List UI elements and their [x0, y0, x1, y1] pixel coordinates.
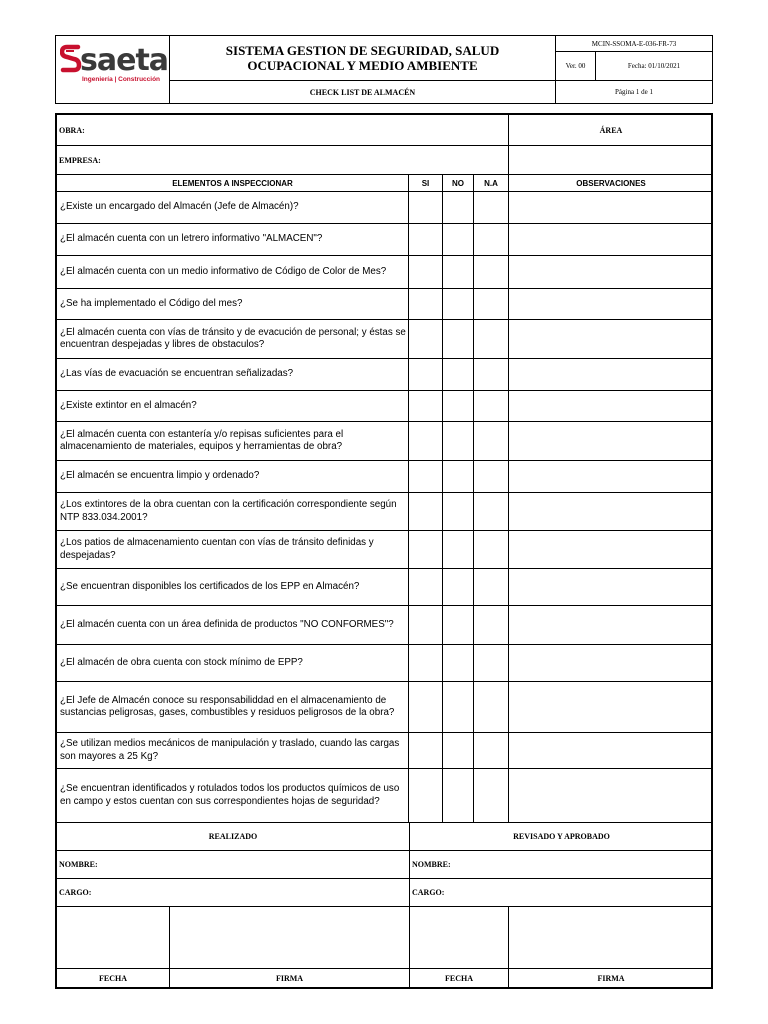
no-checkbox[interactable] [443, 461, 474, 493]
item-question: ¿Las vías de evacuación se encuentran señalizadas? [57, 359, 409, 391]
na-checkbox[interactable] [474, 645, 509, 682]
observaciones-field[interactable] [509, 391, 713, 422]
si-checkbox[interactable] [409, 769, 443, 823]
si-checkbox[interactable] [409, 224, 443, 256]
si-checkbox[interactable] [409, 461, 443, 493]
no-checkbox[interactable] [443, 289, 474, 320]
realizado-cargo-label: CARGO: [59, 888, 92, 897]
realizado-fecha-label: FECHA [57, 969, 170, 987]
item-question: ¿Los extintores de la obra cuentan con la certificación correspondiente según NTP 833.034.2001? [57, 493, 409, 531]
area-field[interactable] [509, 115, 713, 146]
item-question: ¿El almacén cuenta con un área definida de productos "NO CONFORMES"? [57, 606, 409, 645]
obra-field[interactable] [57, 115, 509, 146]
logo-cell [56, 36, 170, 103]
no-checkbox[interactable] [443, 645, 474, 682]
document-code: MCIN-SSOMA-E-036-FR-73 [556, 36, 712, 52]
observaciones-field[interactable] [509, 493, 713, 531]
revisado-nombre-field[interactable] [410, 851, 713, 879]
column-header-observaciones: OBSERVACIONES [509, 175, 713, 192]
na-checkbox[interactable] [474, 320, 509, 359]
item-question: ¿El almacén cuenta con un letrero informativo "ALMACEN"? [57, 224, 409, 256]
no-checkbox[interactable] [443, 359, 474, 391]
na-checkbox[interactable] [474, 606, 509, 645]
no-checkbox[interactable] [443, 769, 474, 823]
si-checkbox[interactable] [409, 569, 443, 606]
observaciones-field[interactable] [509, 461, 713, 493]
column-header-na: N.A [474, 175, 509, 192]
observaciones-field[interactable] [509, 569, 713, 606]
si-checkbox[interactable] [409, 531, 443, 569]
realizado-nombre-field[interactable] [57, 851, 410, 879]
revisado-cargo-label: CARGO: [412, 888, 445, 897]
si-checkbox[interactable] [409, 606, 443, 645]
page-number: Página 1 de 1 [615, 88, 653, 96]
item-question: ¿Existe un encargado del Almacén (Jefe de Almacén)? [57, 192, 409, 224]
realizado-nombre-label: NOMBRE: [59, 860, 98, 869]
observaciones-field[interactable] [509, 422, 713, 461]
realizado-fecha-box[interactable] [57, 907, 170, 969]
na-checkbox[interactable] [474, 569, 509, 606]
si-checkbox[interactable] [409, 493, 443, 531]
checklist-title: CHECK LIST DE ALMACÉN [170, 81, 556, 103]
observaciones-field[interactable] [509, 733, 713, 769]
item-question: ¿El almacén cuenta con un medio informativo de Código de Color de Mes? [57, 256, 409, 289]
item-question: ¿Se ha implementado el Código del mes? [57, 289, 409, 320]
no-checkbox[interactable] [443, 391, 474, 422]
na-checkbox[interactable] [474, 461, 509, 493]
no-checkbox[interactable] [443, 192, 474, 224]
revisado-firma-label: FIRMA [597, 973, 625, 983]
no-checkbox[interactable] [443, 531, 474, 569]
revisado-cargo-field[interactable] [410, 879, 713, 907]
no-checkbox[interactable] [443, 422, 474, 461]
item-question: ¿El almacén cuenta con estantería y/o repisas suficientes para el almacenamiento de materiales, equipos y herramientas de obra? [57, 422, 409, 461]
item-question: ¿Existe extintor en el almacén? [57, 391, 409, 422]
na-checkbox[interactable] [474, 493, 509, 531]
item-question: ¿El Jefe de Almacén conoce su responsabiliddad en el almacenamiento de sustancias peligrosas, gases, combustibles y residuos peligrosos de la obra? [57, 682, 409, 733]
area-label: ÁREA [599, 125, 623, 135]
no-checkbox[interactable] [443, 320, 474, 359]
obra-label: OBRA: [59, 125, 85, 135]
item-question: ¿Los patios de almacenamiento cuentan con vías de tránsito definidas y despejadas? [57, 531, 409, 569]
item-question: ¿Se encuentran disponibles los certificados de los EPP en Almacén? [57, 569, 409, 606]
logo-s-mark-icon [60, 44, 82, 78]
no-checkbox[interactable] [443, 569, 474, 606]
observaciones-field[interactable] [509, 256, 713, 289]
document-version: Ver. 00 [556, 52, 596, 81]
na-checkbox[interactable] [474, 422, 509, 461]
si-checkbox[interactable] [409, 320, 443, 359]
si-checkbox[interactable] [409, 391, 443, 422]
revisado-fecha-box[interactable] [410, 907, 509, 969]
observaciones-field[interactable] [509, 192, 713, 224]
si-checkbox[interactable] [409, 422, 443, 461]
revisado-heading: REVISADO Y APROBADO [410, 823, 713, 851]
si-checkbox[interactable] [409, 359, 443, 391]
si-checkbox[interactable] [409, 192, 443, 224]
observaciones-field[interactable] [509, 606, 713, 645]
observaciones-field[interactable] [509, 769, 713, 823]
empresa-label: EMPRESA: [59, 155, 101, 165]
revisado-nombre-label: NOMBRE: [412, 860, 451, 869]
no-checkbox[interactable] [443, 256, 474, 289]
si-checkbox[interactable] [409, 682, 443, 733]
system-title: SISTEMA GESTION DE SEGURIDAD, SALUD OCUPACIONAL Y MEDIO AMBIENTE [170, 36, 556, 81]
si-checkbox[interactable] [409, 289, 443, 320]
observaciones-field[interactable] [509, 224, 713, 256]
na-checkbox[interactable] [474, 224, 509, 256]
no-checkbox[interactable] [443, 493, 474, 531]
si-checkbox[interactable] [409, 256, 443, 289]
empresa-field[interactable] [57, 146, 509, 175]
revisado-fecha-label: FECHA [410, 969, 509, 987]
si-checkbox[interactable] [409, 645, 443, 682]
item-question: ¿El almacén se encuentra limpio y ordenado? [57, 461, 409, 493]
document-header [55, 35, 713, 104]
na-checkbox[interactable] [474, 359, 509, 391]
realizado-heading: REALIZADO [57, 823, 410, 851]
na-checkbox[interactable] [474, 682, 509, 733]
document-date: Fecha: 01/10/2021 [596, 52, 712, 81]
na-checkbox[interactable] [474, 256, 509, 289]
observaciones-field[interactable] [509, 359, 713, 391]
realizado-cargo-field[interactable] [57, 879, 410, 907]
na-checkbox[interactable] [474, 733, 509, 769]
observaciones-field[interactable] [509, 289, 713, 320]
item-question: ¿El almacén de obra cuenta con stock mínimo de EPP? [57, 645, 409, 682]
observaciones-field[interactable] [509, 682, 713, 733]
realizado-firma-box[interactable] [170, 907, 410, 969]
si-checkbox[interactable] [409, 733, 443, 769]
no-checkbox[interactable] [443, 733, 474, 769]
na-checkbox[interactable] [474, 531, 509, 569]
logo-subtitle: Ingeniería | Construcción [82, 76, 161, 83]
observaciones-field[interactable] [509, 320, 713, 359]
no-checkbox[interactable] [443, 606, 474, 645]
company-logo [60, 42, 168, 98]
observaciones-field[interactable] [509, 645, 713, 682]
na-checkbox[interactable] [474, 769, 509, 823]
revisado-firma-box[interactable] [509, 907, 713, 969]
checklist-form [55, 113, 713, 989]
column-header-elements: ELEMENTOS A INSPECCIONAR [57, 175, 409, 192]
na-checkbox[interactable] [474, 289, 509, 320]
column-header-no: NO [443, 175, 474, 192]
observaciones-field[interactable] [509, 531, 713, 569]
na-checkbox[interactable] [474, 192, 509, 224]
logo-wordmark: saeta [80, 43, 169, 78]
item-question: ¿El almacén cuenta con vías de tránsito y de evacución de personal; y éstas se encuentran despejadas y libres de obstaculos? [57, 320, 409, 359]
item-question: ¿Se utilizan medios mecánicos de manipulación y traslado, cuando las cargas son mayores a 25 Kg? [57, 733, 409, 769]
no-checkbox[interactable] [443, 682, 474, 733]
no-checkbox[interactable] [443, 224, 474, 256]
na-checkbox[interactable] [474, 391, 509, 422]
realizado-firma-label: FIRMA [170, 969, 410, 987]
area-value-cell[interactable] [509, 146, 713, 175]
item-question: ¿Se encuentran identificados y rotulados todos los productos químicos de uso en campo y estos cuentan con sus correspondientes hojas de seguridad? [57, 769, 409, 823]
column-header-si: SI [409, 175, 443, 192]
